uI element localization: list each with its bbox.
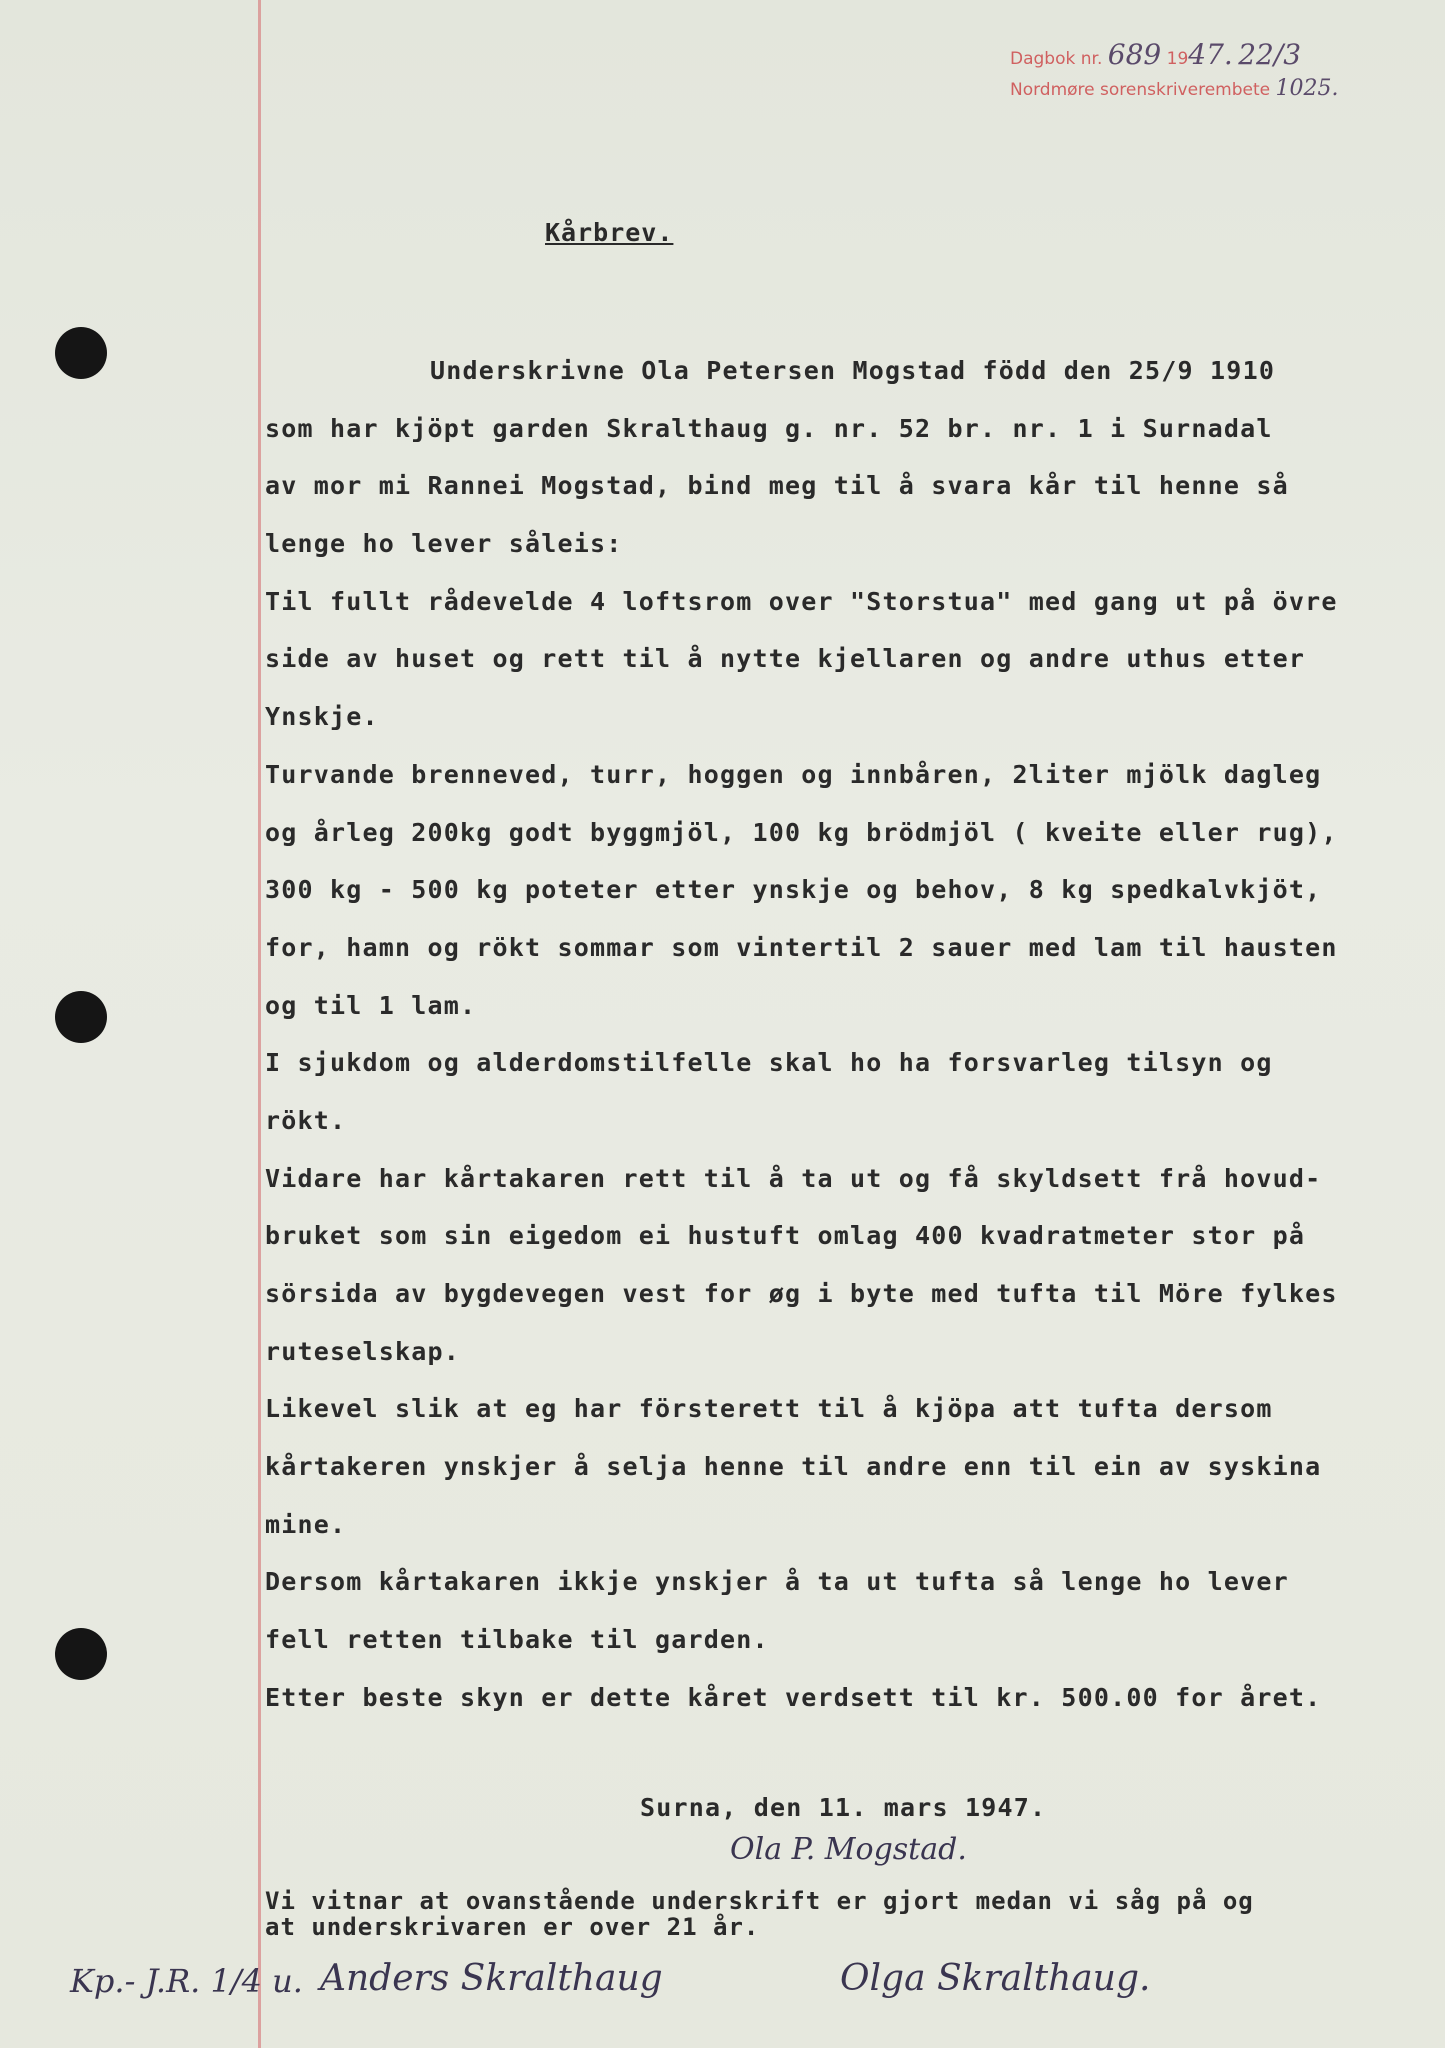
place-and-date: Surna, den 11. mars 1947.: [640, 1793, 1047, 1822]
margin-rule: [258, 0, 261, 2048]
margin-note: Kp.- J.R. 1/4 u.: [70, 1962, 303, 2000]
body-line: Vidare har kårtakaren rett til å ta ut og få skyldsett frå hovud-: [265, 1163, 1322, 1193]
stamp-number: 689: [1107, 38, 1162, 71]
punch-hole-bottom: [55, 1628, 107, 1680]
body-line: mine.: [265, 1509, 347, 1539]
body-line: rökt.: [265, 1105, 347, 1135]
body-line: Turvande brenneved, turr, hoggen og innbåren, 2liter mjölk dagleg: [265, 759, 1322, 789]
body-line: Dersom kårtakaren ikkje ynskjer å ta ut tufta så lenge ho lever: [265, 1567, 1289, 1597]
body-line: og til 1 lam.: [265, 990, 477, 1020]
stamp-year-print: 19: [1166, 49, 1189, 69]
witness-signature-1: Anders Skralthaug: [320, 1958, 663, 1999]
main-signature: Ola P. Mogstad.: [730, 1832, 967, 1867]
stamp-year-hand: 47.: [1188, 38, 1233, 71]
body-line: Etter beste skyn er dette kåret verdsett til kr. 500.00 for året.: [265, 1682, 1322, 1712]
punch-hole-middle: [55, 991, 107, 1043]
body-line: Ynskje.: [265, 702, 379, 732]
body-line: Til fullt rådevelde 4 loftsrom over "Storstua" med gang ut på övre: [265, 586, 1338, 616]
body-line: kårtakeren ynskjer å selja henne til andre enn til ein av syskina: [265, 1452, 1322, 1482]
witness-line-1: Vi vitnar at ovanstående underskrift er gjort medan vi såg på og: [265, 1887, 1254, 1915]
document-body: [265, 342, 1400, 1727]
stamp-label: Dagbok nr.: [1010, 49, 1103, 69]
body-line: av mor mi Rannei Mogstad, bind meg til å svara kår til henne så: [265, 471, 1289, 501]
body-line: for, hamn og rökt sommar som vintertil 2 sauer med lam til hausten: [265, 932, 1338, 962]
folio-number: 1025.: [1275, 76, 1339, 101]
body-line: Likevel slik at eg har försterett til å kjöpa att tufta dersom: [265, 1394, 1273, 1424]
witness-signature-2: Olga Skralthaug.: [840, 1958, 1151, 1999]
body-line: sörsida av bygdevegen vest for øg i byte med tufta til Möre fylkes: [265, 1279, 1338, 1308]
body-line: lenge ho lever såleis:: [265, 529, 623, 559]
stamp-date: 22/3: [1238, 38, 1302, 71]
body-line: 300 kg - 500 kg poteter etter ynskje og behov, 8 kg spedkalvkjöt,: [265, 875, 1322, 905]
witness-statement: [265, 1888, 1254, 1940]
registry-stamp: [1010, 40, 1410, 105]
body-line: som har kjöpt garden Skralthaug g. nr. 52 br. nr. 1 i Surnadal: [265, 413, 1273, 443]
body-line: Underskrivne Ola Petersen Mogstad född den 25/9 1910: [430, 356, 1276, 385]
document-title: Kårbrev.: [545, 218, 674, 247]
body-line: fell retten tilbake til garden.: [265, 1625, 769, 1655]
body-line: I sjukdom og alderdomstilfelle skal ho ha forsvarleg tilsyn og: [265, 1048, 1273, 1078]
body-line: bruket som sin eigedom ei hustuft omlag 400 kvadratmeter stor på: [265, 1221, 1306, 1251]
witness-line-2: at underskrivaren er over 21 år.: [265, 1913, 760, 1941]
body-line: side av huset og rett til å nytte kjellaren og andre uthus etter: [265, 644, 1306, 674]
stamp-office: Nordmøre sorenskriverembete: [1010, 80, 1271, 100]
punch-hole-top: [55, 327, 107, 379]
body-line: ruteselskap.: [265, 1336, 461, 1366]
body-line: og årleg 200kg godt byggmjöl, 100 kg brödmjöl ( kveite eller rug),: [265, 817, 1338, 847]
